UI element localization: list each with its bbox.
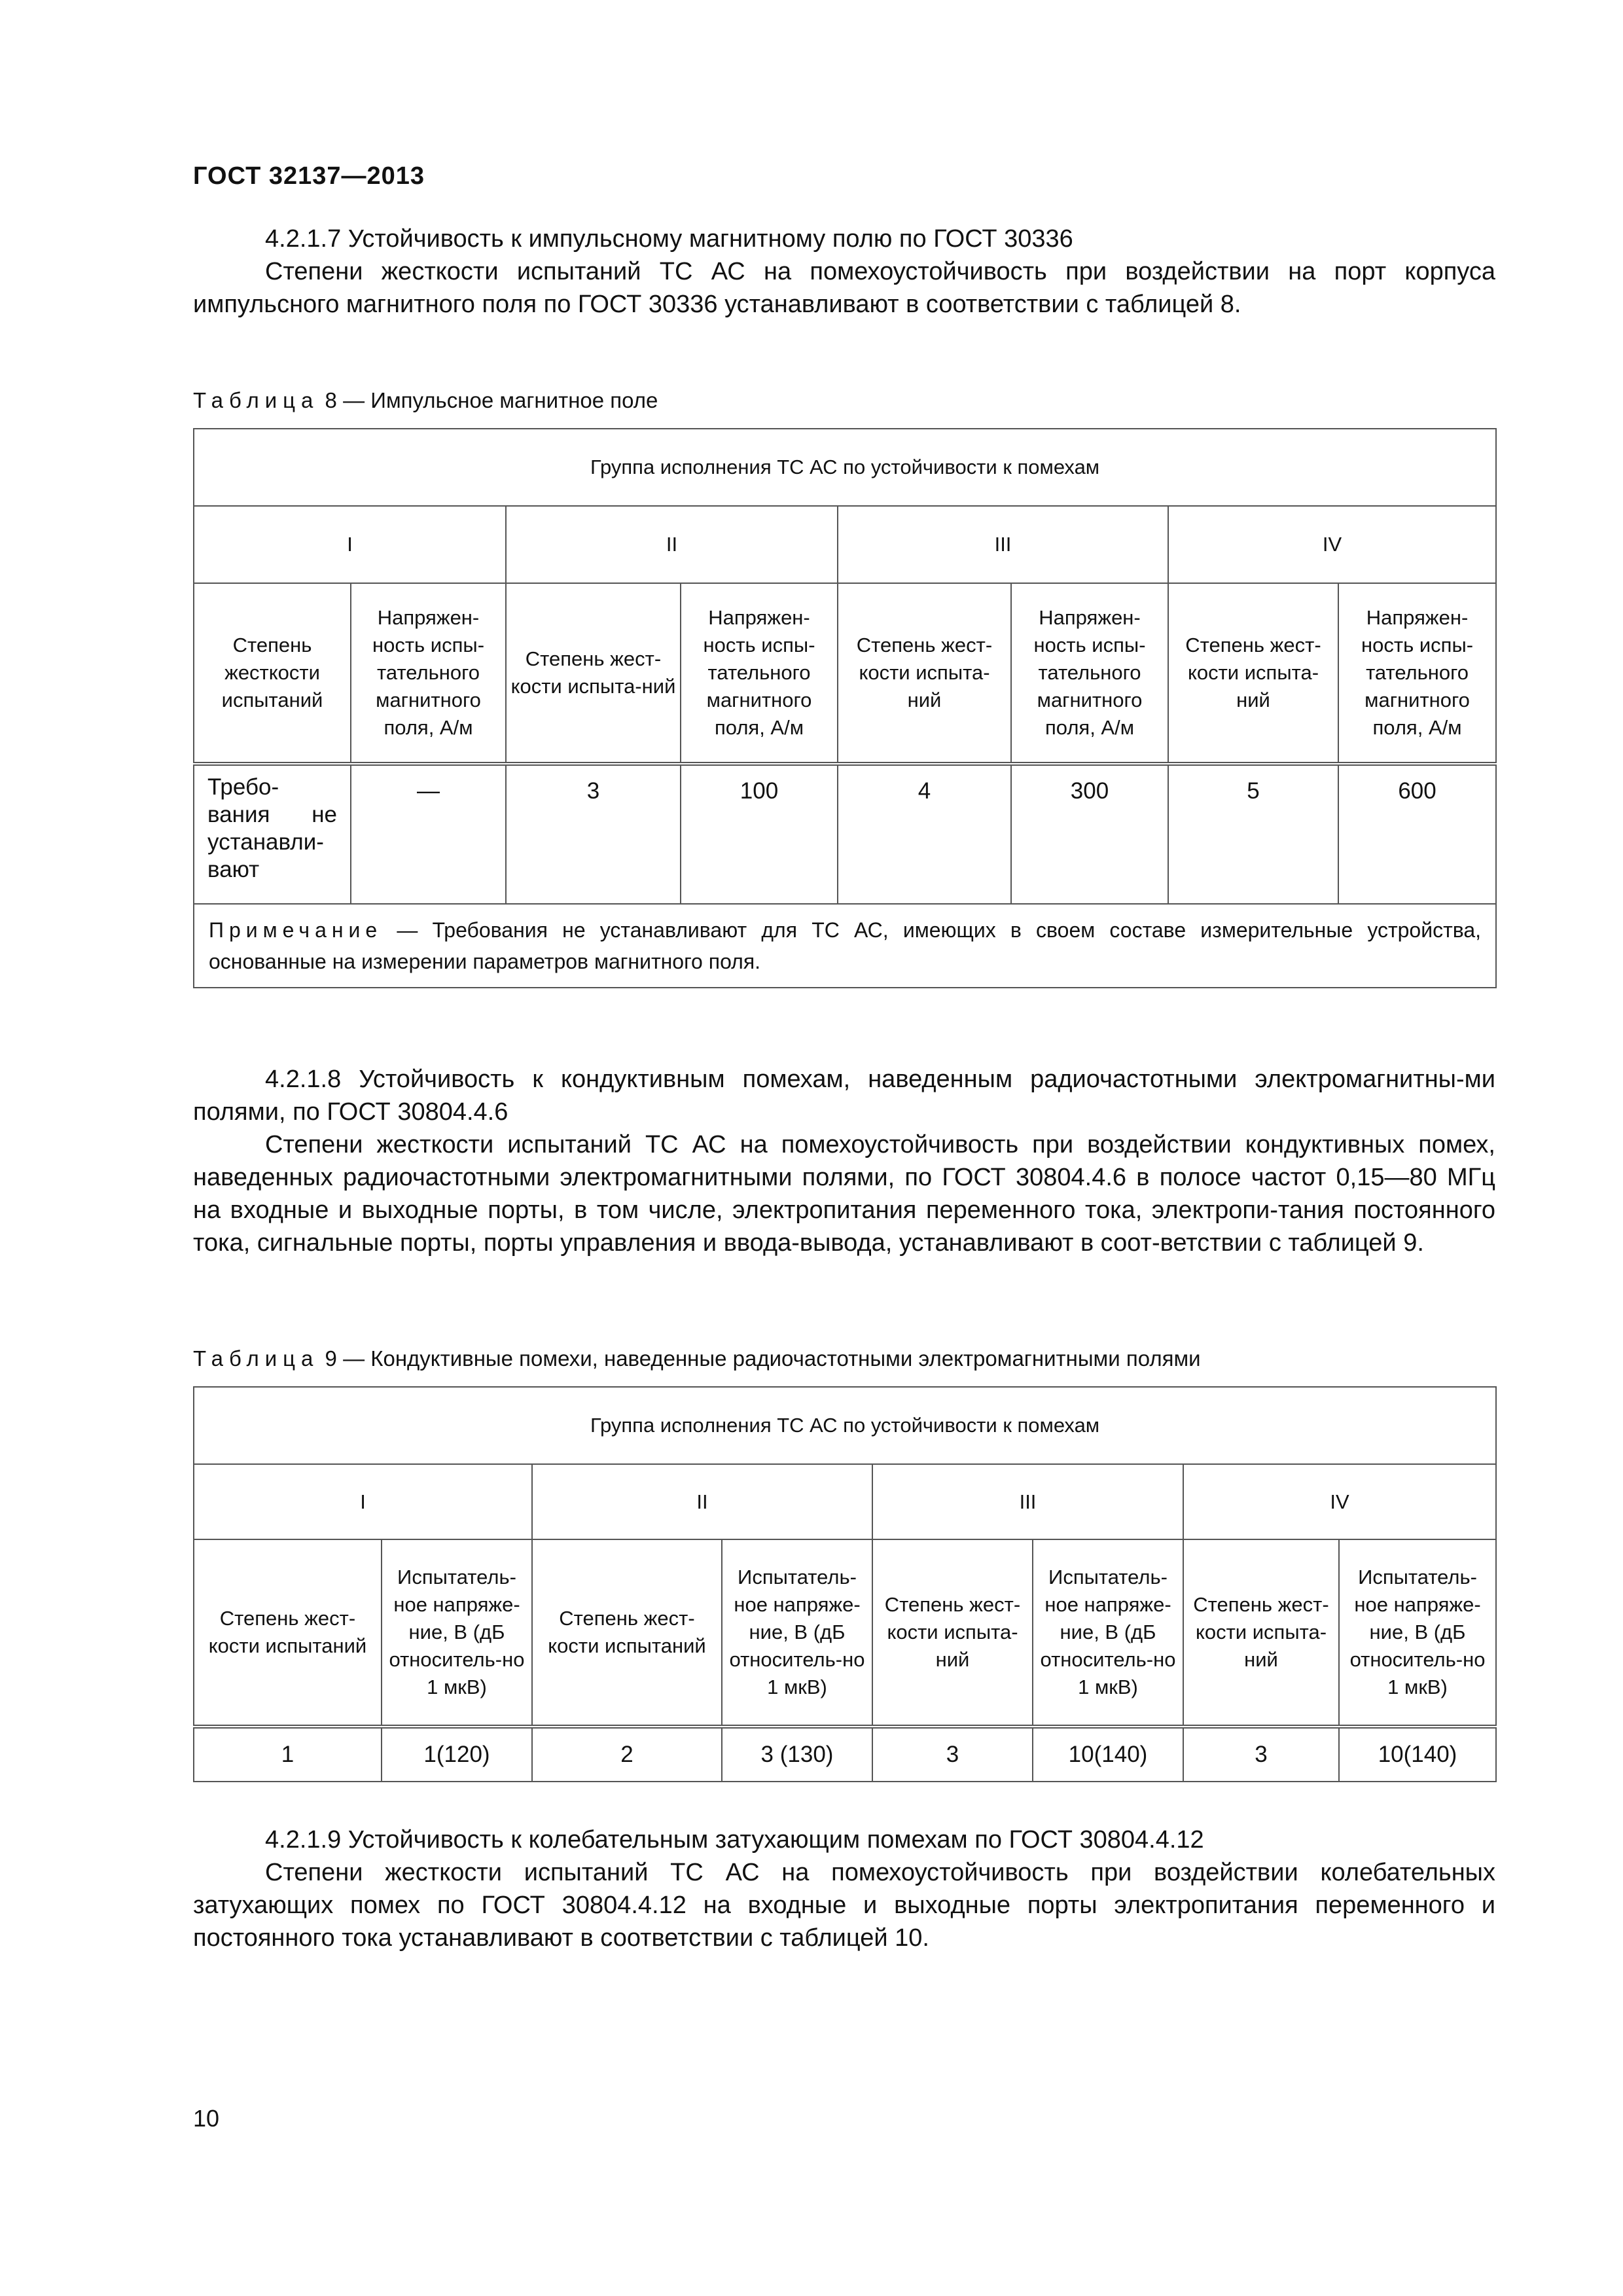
section-heading: 4.2.1.7 Устойчивость к импульсному магнитному полю по ГОСТ 30336 [265, 225, 1073, 253]
table-8-caption [193, 387, 658, 414]
table-cell: Требо-вания не устанавли-вают [194, 764, 351, 904]
table-cell: 10(140) [1033, 1727, 1183, 1782]
section-body: Степени жесткости испытаний ТС АС на помехоустойчивость при воздействии колебательных затухающих помех по ГОСТ 30804.4.12 на входные и выходные порты электропитания переменного и постоянного тока устанавливают в соответствии с таблицей 10. [193, 1859, 1495, 1952]
table-cell: 3 [872, 1727, 1033, 1782]
column-header-strength: Напряжен-ность испы-тательного магнитного поля, А/м [1011, 583, 1168, 764]
table-caption-title: 9 — Кондуктивные помехи, наведенные радиочастотными электромагнитными полями [319, 1346, 1201, 1371]
column-header-strength: Напряжен-ность испы-тательного магнитного поля, А/м [351, 583, 506, 764]
table-cell: 3 [1183, 1727, 1339, 1782]
standard-code-header: ГОСТ 32137—2013 [193, 162, 425, 190]
table-cell: 3 (130) [722, 1727, 872, 1782]
group-III: III [872, 1464, 1183, 1539]
group-II: II [532, 1464, 872, 1539]
table-cell: 4 [838, 764, 1011, 904]
table-9-caption [193, 1346, 1201, 1372]
table-cell: 600 [1338, 764, 1496, 904]
table-cell: 1(120) [382, 1727, 532, 1782]
section-4-2-1-8 [193, 1063, 1495, 1259]
column-header-strength: Напряжен-ность испы-тательного магнитного поля, А/м [681, 583, 838, 764]
column-header-voltage: Испытатель-ное напряже-ние, В (дБ относитель-но 1 мкВ) [1339, 1539, 1496, 1727]
table-cell: 2 [532, 1727, 722, 1782]
table-8 [193, 428, 1497, 988]
column-header-degree: Степень жест-кости испытаний [532, 1539, 722, 1727]
table-cell: — [351, 764, 506, 904]
group-I: I [194, 506, 506, 583]
column-header-degree: Степень жест-кости испыта-ний [506, 583, 681, 764]
table-note [194, 904, 1496, 988]
column-header-degree: Степень жест-кости испыта-ний [838, 583, 1011, 764]
column-header-degree: Степень жест-кости испыта-ний [872, 1539, 1033, 1727]
column-header-degree: Степень жест-кости испыта-ний [1168, 583, 1338, 764]
group-II: II [506, 506, 838, 583]
table-cell: 5 [1168, 764, 1338, 904]
group-III: III [838, 506, 1168, 583]
section-heading: 4.2.1.9 Устойчивость к колебательным затухающим помехам по ГОСТ 30804.4.12 [265, 1826, 1204, 1854]
column-header-voltage: Испытатель-ное напряже-ние, В (дБ относитель-но 1 мкВ) [382, 1539, 532, 1727]
table-9 [193, 1386, 1497, 1782]
page-number: 10 [193, 2105, 220, 2132]
note-text: — Требования не устанавливают для ТС АС, имеющих в своем составе измерительные устройства, основанные на измерении параметров магнитного поля. [209, 918, 1482, 973]
column-header-voltage: Испытатель-ное напряже-ние, В (дБ относитель-но 1 мкВ) [722, 1539, 872, 1727]
column-header-voltage: Испытатель-ное напряже-ние, В (дБ относитель-но 1 мкВ) [1033, 1539, 1183, 1727]
table-cell: 10(140) [1339, 1727, 1496, 1782]
section-4-2-1-7 [193, 223, 1495, 321]
group-IV: IV [1168, 506, 1496, 583]
group-I: I [194, 1464, 532, 1539]
table-cell: 300 [1011, 764, 1168, 904]
group-IV: IV [1183, 1464, 1496, 1539]
group-header: Группа исполнения ТС АС по устойчивости к помехам [194, 1387, 1496, 1464]
section-body: Степени жесткости испытаний ТС АС на помехоустойчивость при воздействии на порт корпуса импульсного магнитного поля по ГОСТ 30336 устанавливают в соответствии с таблицей 8. [193, 258, 1495, 318]
table-cell: 3 [506, 764, 681, 904]
note-label: Примечание [209, 918, 383, 942]
table-cell: 100 [681, 764, 838, 904]
column-header-degree: Степень жест-кости испыта-ний [1183, 1539, 1339, 1727]
column-header-degree: Степень жест-кости испытаний [194, 1539, 382, 1727]
column-header-degree: Степень жесткости испытаний [194, 583, 351, 764]
section-heading: 4.2.1.8 Устойчивость к кондуктивным помехам, наведенным радиочастотными электромагнитны-ми полями, по ГОСТ 30804.4.6 [193, 1066, 1495, 1126]
table-caption-label: Таблица [193, 388, 319, 412]
table-cell: 1 [194, 1727, 382, 1782]
column-header-strength: Напряжен-ность испы-тательного магнитного поля, А/м [1338, 583, 1496, 764]
section-body: Степени жесткости испытаний ТС АС на помехоустойчивость при воздействии кондуктивных помех, наведенных радиочастотными электромагнитными полями, по ГОСТ 30804.4.6 в полосе частот 0,15—80 МГц на входные и выходные порты, в том числе, электропитания переменного тока, электропи-тания постоянного тока, сигнальные порты, порты управления и ввода-вывода, устанавливают в соот-ветствии с таблицей 9. [193, 1131, 1495, 1257]
table-caption-title: 8 — Импульсное магнитное поле [319, 388, 658, 412]
section-4-2-1-9 [193, 1823, 1495, 1954]
group-header: Группа исполнения ТС АС по устойчивости к помехам [194, 429, 1496, 506]
table-caption-label: Таблица [193, 1346, 319, 1371]
